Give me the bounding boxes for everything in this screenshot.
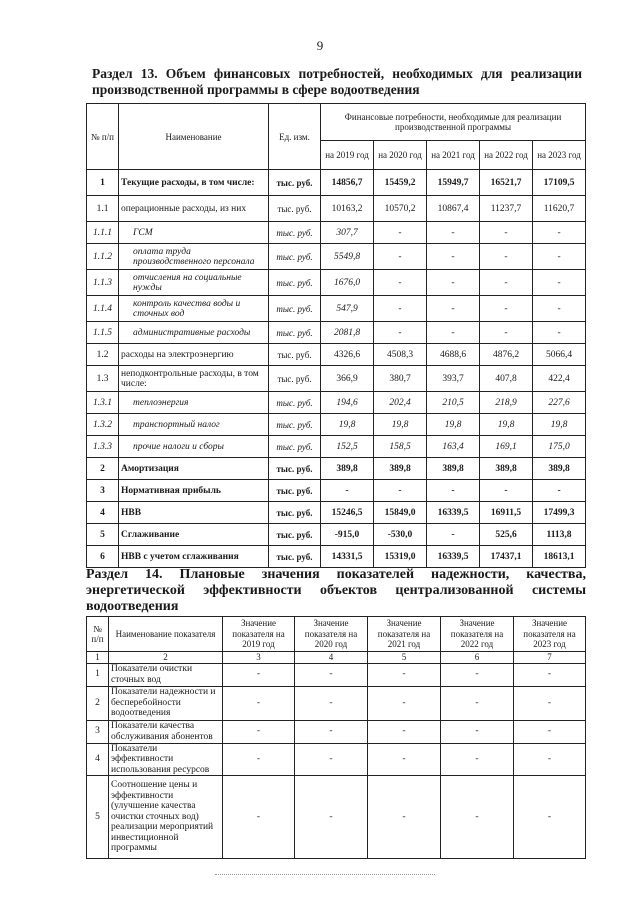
col-header-name: Наименование <box>119 104 269 170</box>
row-value: 525,6 <box>480 524 533 546</box>
row-value: - <box>368 686 441 720</box>
row-number: 1 <box>87 170 119 196</box>
row-value: 10867,4 <box>427 196 480 222</box>
row-value: - <box>368 720 441 743</box>
table-row <box>87 743 586 776</box>
row-number: 1.1.2 <box>87 244 119 270</box>
row-value: 366,9 <box>321 366 374 392</box>
row-value: 15459,2 <box>374 170 427 196</box>
row-value: 210,5 <box>427 392 480 414</box>
row-value: 1676,0 <box>321 270 374 296</box>
row-value: -915,0 <box>321 524 374 546</box>
row-value: - <box>480 322 533 344</box>
table-row <box>87 776 586 859</box>
row-value: 11620,7 <box>533 196 586 222</box>
row-value: - <box>427 524 480 546</box>
row-unit: тыс. руб. <box>269 296 321 322</box>
row-value: - <box>533 244 586 270</box>
row-value: - <box>427 222 480 244</box>
row-number: 1.3.1 <box>87 392 119 414</box>
row-value: 16339,5 <box>427 502 480 524</box>
row-name: Сглаживание <box>119 524 269 546</box>
indicators-table <box>86 616 586 859</box>
row-value: 19,8 <box>480 414 533 436</box>
financial-needs-table <box>86 103 586 568</box>
col-header-year: на 2020 год <box>374 141 427 170</box>
table-row <box>87 392 586 414</box>
row-name: Нормативная прибыль <box>119 480 269 502</box>
row-number: 1.1.1 <box>87 222 119 244</box>
row-value: 194,6 <box>321 392 374 414</box>
row-unit: тыс. руб. <box>269 524 321 546</box>
col-header-financial-needs: Финансовые потребности, необходимые для реализации производственной программы <box>321 104 586 141</box>
col-header-value-year: Значение показателя на 2023 год <box>514 617 586 652</box>
row-name: неподконтрольные расходы, в том числе: <box>119 366 269 392</box>
col-header-year: на 2023 год <box>533 141 586 170</box>
row-value: -530,0 <box>374 524 427 546</box>
table-row <box>87 502 586 524</box>
column-index: 7 <box>514 652 586 664</box>
row-name: ГСМ <box>119 222 269 244</box>
row-value: 389,8 <box>533 458 586 480</box>
row-value: - <box>223 686 295 720</box>
row-value: 16911,5 <box>480 502 533 524</box>
row-number: 1.1.3 <box>87 270 119 296</box>
row-indicator-name: Показатели качества обслуживания абонентов <box>109 720 223 743</box>
row-value: 169,1 <box>480 436 533 458</box>
row-value: - <box>533 270 586 296</box>
row-name: НВВ с учетом сглаживания <box>119 546 269 568</box>
row-unit: тыс. руб. <box>269 344 321 366</box>
row-value: 389,8 <box>374 458 427 480</box>
row-value: - <box>427 480 480 502</box>
row-value: - <box>533 222 586 244</box>
row-number: 6 <box>87 546 119 568</box>
column-index: 2 <box>109 652 223 664</box>
row-indicator-name: Показатели эффективности использования ресурсов <box>109 743 223 776</box>
row-value: - <box>514 776 586 859</box>
row-value: - <box>374 222 427 244</box>
section-13-title: Раздел 13. Объем финансовых потребностей, необходимых для реализации производственной программы в сфере водоотведения <box>92 66 582 97</box>
row-value: - <box>295 686 368 720</box>
row-value: - <box>368 743 441 776</box>
row-value: - <box>374 480 427 502</box>
row-name: расходы на электроэнергию <box>119 344 269 366</box>
row-value: - <box>441 663 514 686</box>
table-row <box>87 686 586 720</box>
row-indicator-name: Соотношение цены и эффективности (улучшение качества очистки сточных вод) реализации мероприятий инвестиционной программы <box>109 776 223 859</box>
column-index-row <box>87 652 586 664</box>
row-value: - <box>441 743 514 776</box>
row-name: контроль качества воды и сточных вод <box>119 296 269 322</box>
row-unit: тыс. руб. <box>269 322 321 344</box>
col-header-year: на 2021 год <box>427 141 480 170</box>
row-value: - <box>480 244 533 270</box>
row-number: 1.1.4 <box>87 296 119 322</box>
row-value: - <box>374 270 427 296</box>
row-number: 4 <box>87 502 119 524</box>
column-index: 5 <box>368 652 441 664</box>
page-number: 9 <box>316 38 324 53</box>
row-unit: тыс. руб. <box>269 244 321 270</box>
row-value: - <box>480 296 533 322</box>
row-value: - <box>295 776 368 859</box>
row-value: 202,4 <box>374 392 427 414</box>
row-value: 389,8 <box>480 458 533 480</box>
column-index: 4 <box>295 652 368 664</box>
row-name: операционные расходы, из них <box>119 196 269 222</box>
row-value: 15949,7 <box>427 170 480 196</box>
col-header-num: № п/п <box>87 617 109 652</box>
row-value: - <box>533 322 586 344</box>
row-unit: тыс. руб. <box>269 392 321 414</box>
row-value: - <box>480 480 533 502</box>
section-14-title: Раздел 14. Плановые значения показателей надежности, качества, энергетической эффективности объектов централизованной системы водоотведения <box>86 567 586 614</box>
row-value: 4876,2 <box>480 344 533 366</box>
table-row <box>87 296 586 322</box>
row-value: - <box>427 270 480 296</box>
table-row <box>87 170 586 196</box>
row-value: 163,4 <box>427 436 480 458</box>
row-value: 5549,8 <box>321 244 374 270</box>
row-name: отчисления на социальные нужды <box>119 270 269 296</box>
col-header-indicator-name: Наименование показателя <box>109 617 223 652</box>
row-value: 407,8 <box>480 366 533 392</box>
row-value: 10570,2 <box>374 196 427 222</box>
row-unit: тыс. руб. <box>269 458 321 480</box>
table-row <box>87 524 586 546</box>
table-row <box>87 480 586 502</box>
column-index: 6 <box>441 652 514 664</box>
row-number: 5 <box>87 524 119 546</box>
row-value: 389,8 <box>321 458 374 480</box>
row-unit: тыс. руб. <box>269 480 321 502</box>
row-unit: тыс. руб. <box>269 222 321 244</box>
row-value: - <box>368 776 441 859</box>
row-value: 547,9 <box>321 296 374 322</box>
row-name: прочие налоги и сборы <box>119 436 269 458</box>
row-number: 1.3 <box>87 366 119 392</box>
table-row <box>87 546 586 568</box>
row-number: 3 <box>87 720 109 743</box>
col-header-num: № п/п <box>87 104 119 170</box>
col-header-year: на 2022 год <box>480 141 533 170</box>
row-value: 19,8 <box>321 414 374 436</box>
table-row <box>87 322 586 344</box>
row-value: 18613,1 <box>533 546 586 568</box>
row-name: НВВ <box>119 502 269 524</box>
row-value: - <box>223 720 295 743</box>
row-value: 16339,5 <box>427 546 480 568</box>
row-value: 15849,0 <box>374 502 427 524</box>
col-header-value-year: Значение показателя на 2021 год <box>368 617 441 652</box>
row-value: - <box>223 743 295 776</box>
row-number: 1.1.5 <box>87 322 119 344</box>
row-value: - <box>374 322 427 344</box>
row-value: - <box>514 663 586 686</box>
row-value: - <box>295 720 368 743</box>
row-value: - <box>514 686 586 720</box>
table-row <box>87 222 586 244</box>
row-value: - <box>514 743 586 776</box>
col-header-value-year: Значение показателя на 2020 год <box>295 617 368 652</box>
row-unit: тыс. руб. <box>269 414 321 436</box>
column-index: 3 <box>223 652 295 664</box>
row-value: 393,7 <box>427 366 480 392</box>
row-name: транспортный налог <box>119 414 269 436</box>
table-row <box>87 196 586 222</box>
row-value: 5066,4 <box>533 344 586 366</box>
row-value: - <box>374 296 427 322</box>
row-name: теплоэнергия <box>119 392 269 414</box>
table-row <box>87 720 586 743</box>
row-value: 2081,8 <box>321 322 374 344</box>
row-unit: тыс. руб. <box>269 270 321 296</box>
row-value: - <box>441 776 514 859</box>
row-unit: тыс. руб. <box>269 436 321 458</box>
row-value: 4508,3 <box>374 344 427 366</box>
row-value: 14331,5 <box>321 546 374 568</box>
col-header-value-year: Значение показателя на 2022 год <box>441 617 514 652</box>
row-number: 2 <box>87 686 109 720</box>
row-name: Текущие расходы, в том числе: <box>119 170 269 196</box>
row-value: 1113,8 <box>533 524 586 546</box>
row-value: 218,9 <box>480 392 533 414</box>
row-value: 380,7 <box>374 366 427 392</box>
row-number: 5 <box>87 776 109 859</box>
row-unit: тыс. руб. <box>269 196 321 222</box>
row-name: Амортизация <box>119 458 269 480</box>
row-value: 15246,5 <box>321 502 374 524</box>
row-value: - <box>223 776 295 859</box>
row-number: 1.2 <box>87 344 119 366</box>
row-value: - <box>427 244 480 270</box>
table-row <box>87 344 586 366</box>
row-number: 1.3.2 <box>87 414 119 436</box>
row-value: 158,5 <box>374 436 427 458</box>
row-value: - <box>480 222 533 244</box>
col-header-year: на 2019 год <box>321 141 374 170</box>
row-number: 2 <box>87 458 119 480</box>
row-value: - <box>223 663 295 686</box>
row-value: 10163,2 <box>321 196 374 222</box>
table-row <box>87 436 586 458</box>
row-unit: тыс. руб. <box>269 366 321 392</box>
row-value: - <box>427 322 480 344</box>
row-indicator-name: Показатели очистки сточных вод <box>109 663 223 686</box>
footer-divider <box>215 874 435 875</box>
row-value: 307,7 <box>321 222 374 244</box>
row-value: 11237,7 <box>480 196 533 222</box>
row-value: 19,8 <box>533 414 586 436</box>
row-number: 3 <box>87 480 119 502</box>
row-number: 1.3.3 <box>87 436 119 458</box>
row-value: 227,6 <box>533 392 586 414</box>
row-unit: тыс. руб. <box>269 502 321 524</box>
row-name: оплата труда производственного персонала <box>119 244 269 270</box>
row-value: 4326,6 <box>321 344 374 366</box>
row-number: 1.1 <box>87 196 119 222</box>
row-value: 15319,0 <box>374 546 427 568</box>
row-value: - <box>295 743 368 776</box>
row-indicator-name: Показатели надежности и бесперебойности водоотведения <box>109 686 223 720</box>
table-row <box>87 270 586 296</box>
row-value: - <box>480 270 533 296</box>
row-value: - <box>514 720 586 743</box>
row-unit: тыс. руб. <box>269 546 321 568</box>
row-value: 14856,7 <box>321 170 374 196</box>
row-value: 17109,5 <box>533 170 586 196</box>
table-row <box>87 366 586 392</box>
col-header-unit: Ед. изм. <box>269 104 321 170</box>
row-value: 4688,6 <box>427 344 480 366</box>
row-unit: тыс. руб. <box>269 170 321 196</box>
row-value: 17437,1 <box>480 546 533 568</box>
row-value: - <box>441 720 514 743</box>
row-value: - <box>295 663 368 686</box>
table-row <box>87 458 586 480</box>
row-value: - <box>533 296 586 322</box>
row-value: - <box>321 480 374 502</box>
row-value: - <box>374 244 427 270</box>
col-header-value-year: Значение показателя на 2019 год <box>223 617 295 652</box>
row-value: 17499,3 <box>533 502 586 524</box>
row-value: - <box>427 296 480 322</box>
row-number: 1 <box>87 663 109 686</box>
row-value: 152,5 <box>321 436 374 458</box>
row-value: 19,8 <box>374 414 427 436</box>
row-value: 175,0 <box>533 436 586 458</box>
row-value: - <box>441 686 514 720</box>
table-row <box>87 663 586 686</box>
row-value: 16521,7 <box>480 170 533 196</box>
row-value: - <box>368 663 441 686</box>
row-name: административные расходы <box>119 322 269 344</box>
row-value: - <box>533 480 586 502</box>
row-value: 422,4 <box>533 366 586 392</box>
row-number: 4 <box>87 743 109 776</box>
row-value: 19,8 <box>427 414 480 436</box>
column-index: 1 <box>87 652 109 664</box>
table-row <box>87 414 586 436</box>
table-row <box>87 244 586 270</box>
row-value: 389,8 <box>427 458 480 480</box>
